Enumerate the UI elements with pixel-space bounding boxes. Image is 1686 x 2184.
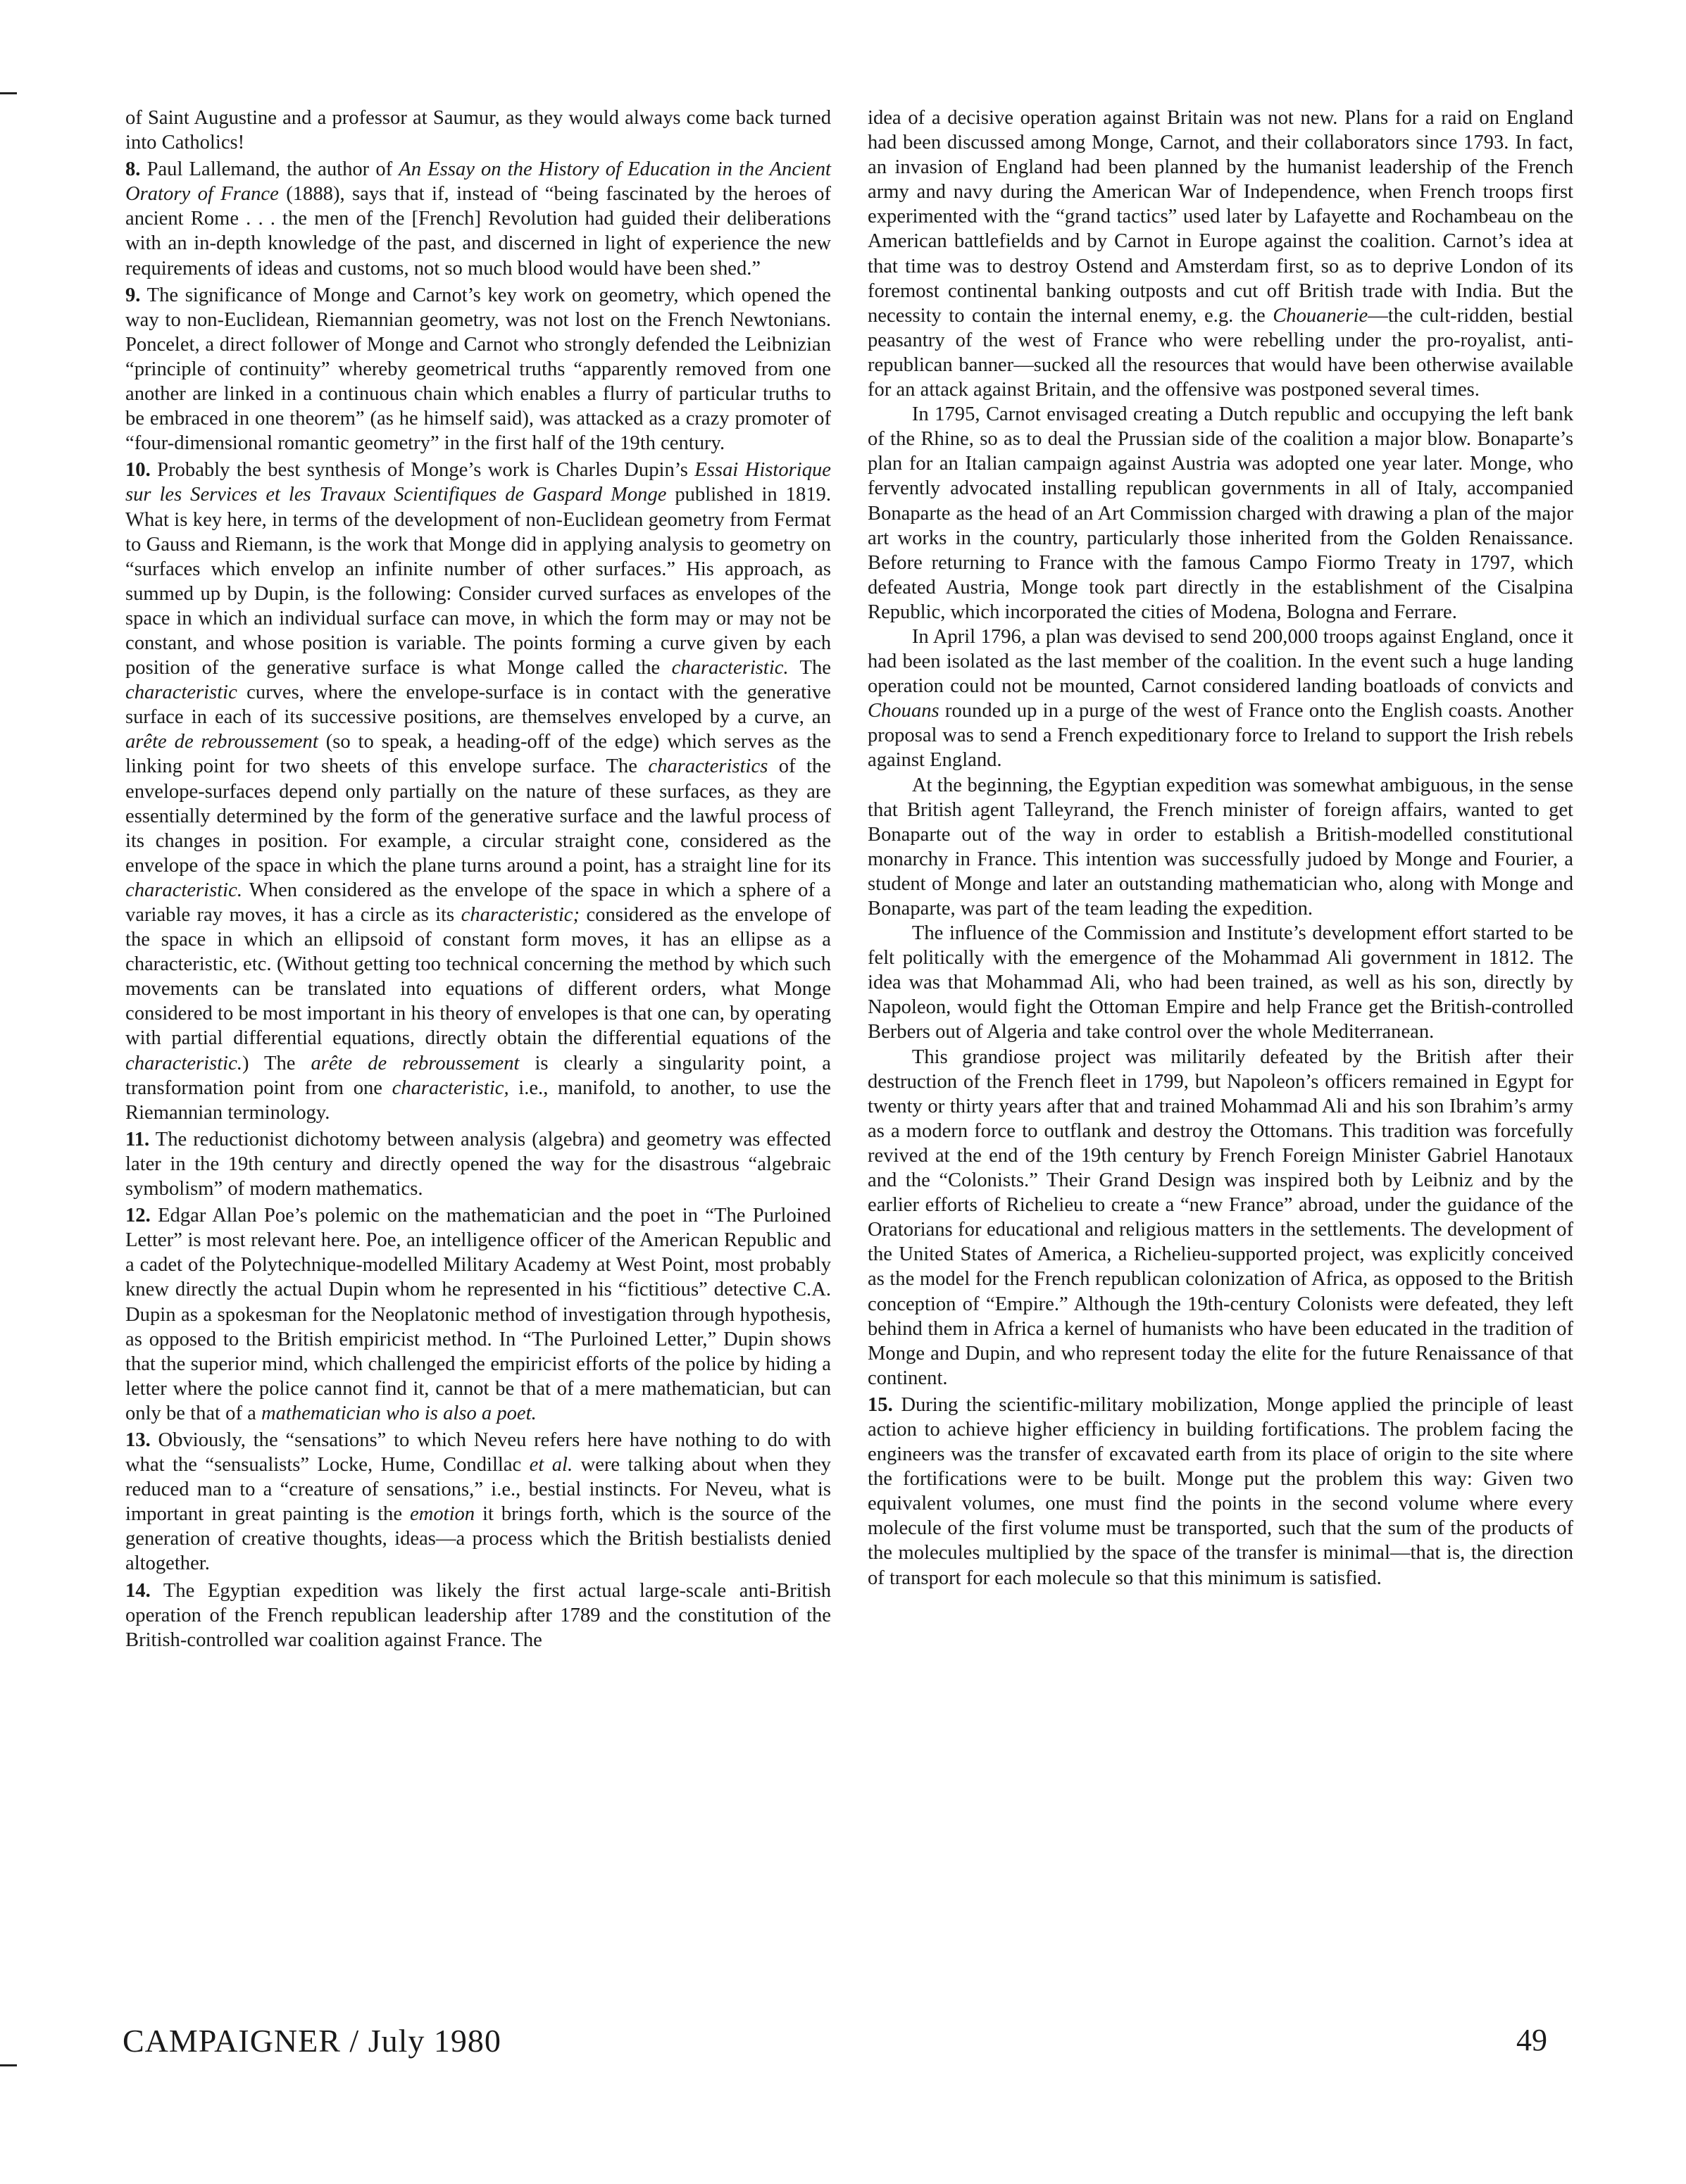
paragraph: The influence of the Commission and Institute’s development effort started to be felt politically with the emergence of the Mohammad Ali government in 1812. The idea was that Mohammad Ali, who had been trained, as well as his son, directly by Napoleon, would fight the Ottoman Empire and help France get the British-controlled Berbers out of Algeria and take control over the whole Mediterranean. [868,922,1573,1043]
paragraph-text: rounded up in a purge of the west of France onto the English coasts. Another proposal was to send a French expeditionary force to Ireland to support the Irish rebels against England. [868,700,1573,772]
footnote-text: Edgar Allan Poe’s polemic on the mathematician and the poet in “The Purloined Letter” is most relevant here. Poe, an intelligence officer of the American Republic and a cadet of the Polytechnique-modelled Military Academy at West Point, most probably knew directly the actual Dupin whom he represented in his “fictitious” detective C.A. Dupin as a spokesman for the Neoplatonic method of investigation through hypothesis, as opposed to the British empiricist method. In “The Purloined Letter,” Dupin shows that the superior mind, which challenged the empiricist efforts of the police by hiding a letter where the police cannot find it, cannot be that of a mere mathematician, but can only be that of a [125,1205,831,1424]
footnote-text: The significance of Monge and Carnot’s key work on geometry, which opened the way to non-Euclidean, Riemannian geometry, was not lost on the French Newtonians. Poncelet, a direct follower of Monge and Carnot who strongly defended the Leibnizian “principle of continuity” whereby geometrical truths “apparently removed from one another are linked in a continuous chain which enables a flurry of particular truths to be embraced in one theorem” (as he himself said), was attacked as a crazy promoter of “four-dimensional romantic geometry” in the first half of the 19th century. [125,284,831,455]
footnote-14 [125,1579,831,1652]
paragraph [868,625,1573,773]
footnote-text: (so to speak, a heading-off of the edge) which serves as the linking point for two sheets of this envelope surface. The [125,731,831,778]
footnote-number: 8. [125,158,141,181]
footnote-text: i.e., manifold, to another, to use the Riemannian terminology. [125,1077,831,1124]
footnote-13 [125,1428,831,1576]
footnote-8 [125,157,831,280]
continued-paragraph: of Saint Augustine and a professor at Saumur, as they would always come back turned into Catholics! [125,107,831,154]
footnote-number: 9. [125,284,141,306]
footnote-12 [125,1203,831,1426]
italic-term: arête de rebroussement [125,731,318,753]
footnote-text: were talking about when they reduced man to a “creature of sensations,” i.e., bestial instincts. For Neveu, what is important in great painting is the [125,1454,831,1526]
footnote-text: Probably the best synthesis of Monge’s work is Charles Dupin’s [150,459,695,482]
italic-term: characteristic, [392,1077,509,1099]
footnote-text: Obviously, the “sensations” to which Neveu refers here have nothing to do with what the “sensualists” Locke, Hume, Condillac [125,1429,831,1476]
continued-paragraph [868,106,1573,402]
book-title: Essai Historique sur les Services et les Travaux Scientifiques de Gaspard Monge [125,459,831,506]
right-column [868,106,1573,1590]
italic-term: characteristic. [125,1052,242,1074]
italic-term: arête de rebroussement [311,1052,520,1074]
footnote-number: 11. [125,1128,150,1150]
footnote-10 [125,458,831,1125]
footnote-number: 10. [125,459,151,482]
italic-term: characteristic. [125,879,242,901]
paragraph-text: In April 1796, a plan was devised to send 200,000 troops against England, once it had been isolated as the last member of the coalition. In the event such a huge landing operation could not be mounted, Carnot considered landing boatloads of convicts and [868,625,1573,698]
footnote-text: The reductionist dichotomy between analysis (algebra) and geometry was effected later in the 19th century and directly opened the way for the disastrous “algebraic symbolism” of modern mathematics. [125,1128,831,1200]
italic-term: characteristic [125,682,237,704]
book-title: An Essay on the History of Education in the Ancient Oratory of France [125,158,831,206]
page-number: 49 [1516,2023,1547,2057]
italic-phrase: mathematician who is also a poet. [261,1402,537,1424]
italic-term: Chouanerie [1273,304,1368,327]
italic-term: characteristics [648,755,768,778]
footnote-text: The Egyptian expedition was likely the first actual large-scale anti-British operation of the French republican leadership after 1789 and the constitution of the British-controlled war coalition against France. The [125,1579,831,1651]
paragraph-text: —the cult-ridden, bestial peasantry of the west of France who were rebelling under the pro-royalist, anti-republican banner—sucked all the resources that would have been otherwise available for an attack against Britain, and the offensive was postponed several times. [868,304,1573,401]
italic-term: et al. [529,1454,573,1476]
italic-term: characteristic; [461,904,580,926]
paragraph-text: idea of a decisive operation against Britain was not new. Plans for a raid on England had been discussed among Monge, Carnot, and their collaborators since 1793. In fact, an invasion of England had been planned by the humanist leadership of the French army and navy during the American War of Independence, when French troops first experimented with the “grand tactics” used later by Lafayette and Rochambeau on the American battlefields and by Carnot in Europe against the coalition. Carnot’s idea at that time was to destroy Ostend and Amsterdam first, so as to deprive London of its foremost continental banking outposts and cut off British trade with India. But the necessity to contain the internal enemy, e.g. the [868,107,1573,327]
footnote-number: 14. [125,1579,151,1602]
italic-term: Chouans [868,700,939,722]
left-column [125,106,831,1652]
scan-margin-mark-top [0,92,17,94]
footnote-text: is clearly a singularity point, a transformation point from one [125,1052,832,1099]
publication-footer: CAMPAIGNER / July 1980 [123,2023,501,2059]
footnote-number: 12. [125,1205,151,1227]
footnote-text: of the envelope-surfaces depend only partially on the nature of these surfaces, as they are essentially determined by the form of the generative surface and the lawful process of its changes in position. For example, a circular straight cone, considered as the envelope of the space in which the plane turns around a point, has a straight line for its [125,755,831,877]
footnote-text: published in 1819. What is key here, in terms of the development of non-Euclidean geometry from Fermat to Gauss and Riemann, is the work that Monge did in applying analysis to geometry on “surfaces which envelop an infinite number of other surfaces.” His approach, as summed up by Dupin, is the following: Consider curved surfaces as envelopes of the space in which an individual surface can move, in which the form may or may not be constant, and whose position is variable. The points forming a curve given by each position of the generative surface is what Monge called the [125,484,831,679]
footnote-number: 13. [125,1429,151,1451]
scan-margin-mark-bottom [0,2064,17,2066]
footnote-15 [868,1393,1573,1590]
italic-term: characteristic. [671,657,789,679]
footnote-text: During the scientific-military mobilization, Monge applied the principle of least action to achieve higher efficiency in building fortifications. The problem facing the engineers was the transfer of excavated earth from its place of origin to the site where the fortifications were to be built. Monge put the problem this way: Given two equivalent volumes, one must find the points in the second volume where every molecule of the first volume must be transported, such that the sum of the products of the molecules multiplied by the space of the transfer is minimal—that is, the direction of transport for each molecule so that this minimum is satisfied. [868,1393,1573,1589]
footnote-text: When considered as the envelope of the space in which a sphere of a variable ray moves, it has a circle as its [125,879,831,926]
paragraph: This grandiose project was militarily defeated by the British after their destruction of the French fleet in 1799, but Napoleon’s officers remained in Egypt for twenty or thirty years after that and trained Mohammad Ali and his son Ibrahim’s army as a modern force to outflank and destroy the Ottomans. This tradition was forcefully revived at the end of the 19th century by French Foreign Minister Gabriel Hanotaux and the “Colonists.” Their Grand Design was inspired both by Leibniz and by the earlier efforts of Richelieu to create a “new France” abroad, under the guidance of the Oratorians for educational and religious matters in the settlements. The development of the United States of America, a Richelieu-supported project, was explicitly conceived as the model for the French republican colonization of Africa, as opposed to the British conception of “Empire.” Although the 19th-century Colonists were defeated, they left behind them in Africa a kernel of humanists who have been educated in the tradition of Monge and Dupin, and who represent today the elite for the future Renaissance of that continent. [868,1046,1573,1389]
footnote-11 [125,1127,831,1201]
footnote-text: The [788,657,831,679]
footnote-text: (1888), says that if, instead of “being fascinated by the heroes of ancient Rome . . . the men of the [French] Revolution had guided their deliberations with an in-depth knowledge of the past, and discerned in light of experience the new requirements of ideas and customs, not so much blood would have been shed.” [125,183,831,280]
footnote-text: ) The [242,1052,311,1074]
footnote-text: it brings forth, which is the source of the generation of creative thoughts, ideas—a process which the British bestialists denied altogether. [125,1503,832,1575]
paragraph: At the beginning, the Egyptian expedition was somewhat ambiguous, in the sense that British agent Talleyrand, the French minister of foreign affairs, wanted to get Bonaparte out of the way in order to establish a British-modelled constitutional monarchy in France. This intention was successfully judoed by Monge and Fourier, a student of Monge and later an outstanding mathematician who, along with Monge and Bonaparte, was part of the team leading the expedition. [868,774,1573,920]
italic-term: emotion [409,1503,475,1526]
paragraph: In 1795, Carnot envisaged creating a Dutch republic and occupying the left bank of the Rhine, so as to deal the Prussian side of the coalition a major blow. Bonaparte’s plan for an Italian campaign against Austria was adopted one year later. Monge, who fervently advocated installing republican governments in all of Italy, accompanied Bonaparte as the head of an Art Commission charged with drawing a plan of the major art works in the country, particularly those inherited from the Golden Renaissance. Before returning to France with the famous Campo Fiormo Treaty in 1797, which defeated Austria, Monge took part directly in the establishment of the Cisalpina Republic, which incorporated the cities of Modena, Bologna and Ferrare. [868,403,1573,623]
footnote-number: 15. [868,1393,893,1416]
footnote-9 [125,283,831,456]
footnote-text: Paul Lallemand, the author of [140,158,399,181]
footnote-text: curves, where the envelope-surface is in contact with the generative surface in each of its successive positions, are themselves enveloped by a curve, an [125,682,831,729]
footnote-text: considered as the envelope of the space in which an ellipsoid of constant form moves, it has an ellipse as a characteristic, etc. (Without getting too technical concerning the method by which such movements can be translated into equations of different orders, what Monge considered to be most important in his theory of envelopes is that one can, by operating with partial differential equations, directly obtain the differential equations of the [125,904,831,1050]
